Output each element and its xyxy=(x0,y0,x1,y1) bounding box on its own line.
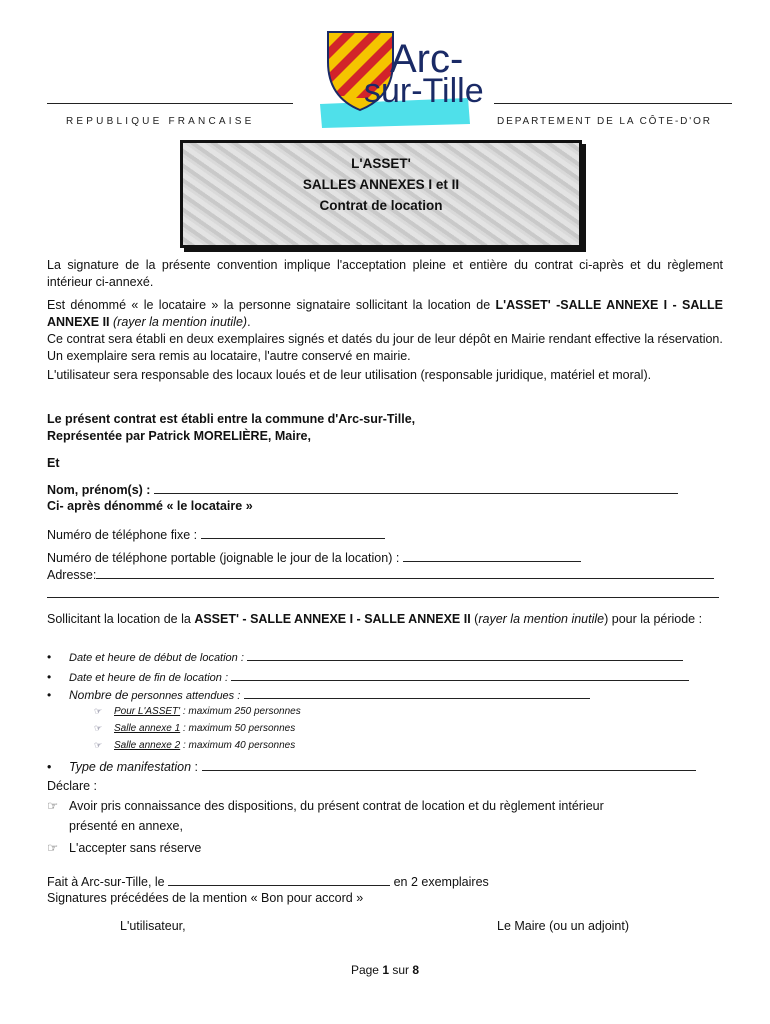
capacity-asset-label: Pour L'ASSET' xyxy=(114,706,181,717)
declare-item-1 xyxy=(47,796,604,836)
declare-item-2 xyxy=(47,838,201,858)
page-separator: sur xyxy=(389,963,413,977)
nom-prenom-field xyxy=(47,481,723,499)
title-line1: L'ASSET' xyxy=(351,156,411,171)
adresse-blank-2[interactable] xyxy=(47,597,719,598)
header-rule-left xyxy=(47,103,293,104)
capacity-annexe2-label: Salle annexe 2 xyxy=(114,740,181,751)
capacity-annexe2-value: : maximum 40 personnes xyxy=(180,740,296,751)
tel-portable-blank[interactable] xyxy=(403,549,581,562)
adresse-blank-1[interactable] xyxy=(96,566,714,579)
debut-location-label: Date et heure de début de location : xyxy=(69,652,244,664)
tel-portable-field xyxy=(47,549,723,567)
nom-prenom-blank[interactable] xyxy=(154,481,678,494)
tel-fixe-blank[interactable] xyxy=(201,526,385,539)
declare-label: Déclare : xyxy=(47,779,98,793)
signatures-mention: Signatures précédées de la mention « Bon pour accord » xyxy=(47,891,364,905)
intro-p2-end: . xyxy=(247,315,251,329)
page-prefix: Page xyxy=(350,963,383,977)
fin-location-blank[interactable] xyxy=(231,668,689,681)
nombre-label-b: personnes attendues : xyxy=(128,690,241,702)
signature-utilisateur: L'utilisateur, xyxy=(120,919,186,933)
header-right-text: DEPARTEMENT DE LA CÔTE-D'OR xyxy=(497,116,712,127)
fait-a-label: Fait à Arc-sur-Tille, le xyxy=(47,875,165,889)
request-note: rayer la mention inutile xyxy=(478,612,605,626)
bullet-dot: • xyxy=(47,670,52,684)
nom-prenom-label: Nom, prénom(s) : xyxy=(47,483,151,497)
intro-p2-rooms: L'ASSET' -SALLE ANNEXE I - SALLE ANNEXE II xyxy=(47,298,723,329)
pointer-icon: ☞ xyxy=(94,723,103,733)
bullet-dot: • xyxy=(47,688,52,702)
adresse-label: Adresse: xyxy=(47,568,97,582)
fait-a-copies: en 2 exemplaires xyxy=(390,875,489,889)
page-total: 8 xyxy=(412,963,420,977)
request-text: Sollicitant la location de la xyxy=(47,612,195,626)
request-rooms: ASSET' - SALLE ANNEXE I - SALLE ANNEXE II xyxy=(194,612,471,626)
capacity-asset-value: : maximum 250 personnes xyxy=(180,706,301,717)
header-left-text: REPUBLIQUE FRANCAISE xyxy=(66,116,255,127)
locataire-designation: Ci- après dénommé « le locataire » xyxy=(47,499,253,513)
declare-item-2-text: L'accepter sans réserve xyxy=(69,841,202,855)
nombre-label-a: Nombre de xyxy=(69,688,129,702)
tel-fixe-label: Numéro de téléphone fixe : xyxy=(47,528,198,542)
hand-pointer-icon: ☞ xyxy=(47,799,59,813)
page-current: 1 xyxy=(382,963,389,977)
title-line2: SALLES ANNEXES I et II xyxy=(302,177,460,192)
fait-a-field xyxy=(47,873,723,891)
request-paragraph xyxy=(47,611,723,628)
title-box xyxy=(180,140,582,248)
capacity-annexe1-value: : maximum 50 personnes xyxy=(180,723,296,734)
logo-text-line1: Arc- xyxy=(390,37,464,81)
declare-item-1-text-cont: présenté en annexe, xyxy=(69,819,183,833)
capacity-item-annexe-1 xyxy=(94,723,295,734)
debut-location-blank[interactable] xyxy=(247,648,683,661)
parties-et: Et xyxy=(47,456,60,470)
capacity-item-asset xyxy=(94,706,301,717)
header-rule-right xyxy=(494,103,732,104)
intro-p2-text: Est dénommé « le locataire » la personne signataire sollicitant la location de xyxy=(47,298,496,312)
tel-portable-label: Numéro de téléphone portable (joignable le jour de la location) : xyxy=(47,551,400,565)
intro-paragraph-3: Ce contrat sera établi en deux exemplaires signés et datés du jour de leur dépôt en Mairie rendant effective la réservation. Un exemplaire sera remis au locataire, l'autre conservé en mairie. xyxy=(47,332,723,363)
debut-location-field xyxy=(47,648,683,667)
intro-paragraph-4: L'utilisateur sera responsable des locaux loués et de leur utilisation (responsable juridique, matériel et moral). xyxy=(47,368,652,382)
fin-location-label: Date et heure de fin de location : xyxy=(69,672,228,684)
logo-text-line2: sur-Tille xyxy=(364,72,484,110)
type-manifestation-label: Type de manifestation xyxy=(69,760,192,774)
nombre-personnes-blank[interactable] xyxy=(244,686,590,699)
hand-pointer-icon: ☞ xyxy=(47,841,59,855)
title-line3: Contrat de location xyxy=(319,198,443,213)
pointer-icon: ☞ xyxy=(94,706,103,716)
signature-maire: Le Maire (ou un adjoint) xyxy=(497,919,630,933)
declare-item-1-text: Avoir pris connaissance des dispositions, du présent contrat de location et du règlement intérieur xyxy=(69,799,604,813)
pointer-icon: ☞ xyxy=(94,740,103,750)
intro-paragraph-1: La signature de la présente convention implique l'acceptation pleine et entière du contrat ci-après et du règlement intérieur ci-annexé. xyxy=(47,258,723,289)
type-manifestation-field xyxy=(47,758,696,776)
nombre-personnes-field xyxy=(47,686,590,705)
page-number xyxy=(0,963,770,977)
arc-sur-tille-logo xyxy=(298,22,498,130)
bullet-dot: • xyxy=(47,760,52,774)
tel-fixe-field xyxy=(47,526,723,544)
request-paren-open: ( xyxy=(470,612,479,626)
capacity-item-annexe-2 xyxy=(94,740,295,751)
adresse-field xyxy=(47,566,723,584)
intro-p2-note: (rayer la mention inutile) xyxy=(109,315,248,329)
fait-a-date-blank[interactable] xyxy=(168,873,390,886)
bullet-dot: • xyxy=(47,650,52,664)
request-end: ) pour la période : xyxy=(604,612,703,626)
type-manifestation-blank[interactable] xyxy=(202,758,696,771)
parties-line2: Représentée par Patrick MORELIÈRE, Maire, xyxy=(47,429,311,443)
capacity-annexe1-label: Salle annexe 1 xyxy=(114,723,181,734)
type-manifestation-colon: : xyxy=(191,760,199,774)
intro-paragraph-2 xyxy=(47,297,723,331)
fin-location-field xyxy=(47,668,689,687)
parties-line1: Le présent contrat est établi entre la commune d'Arc-sur-Tille, xyxy=(47,412,416,426)
